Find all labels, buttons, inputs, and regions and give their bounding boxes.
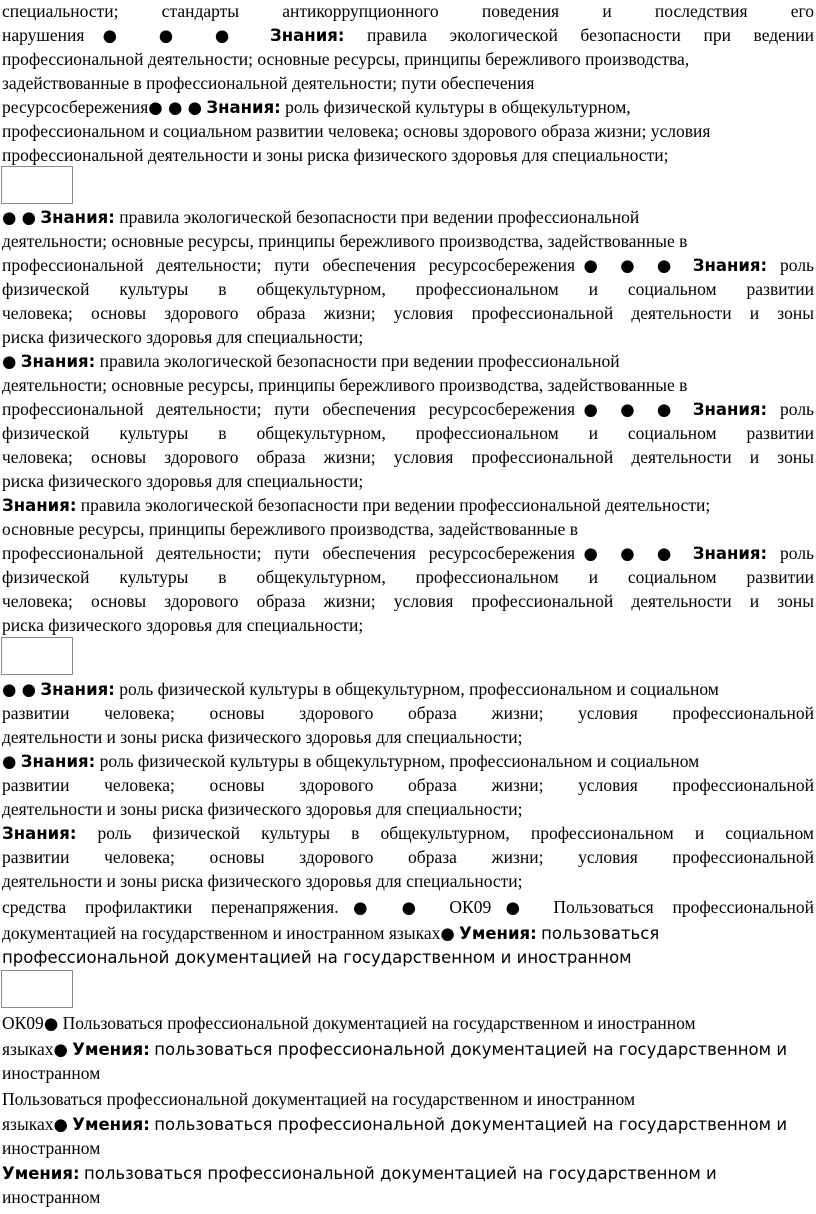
text-line: документацией на государственном и иностранном языках● Умения: пользоваться: [2, 923, 660, 943]
text-line: профессиональной деятельности; пути обеспечения ресурсосбережения● ● ● Знания: роль: [2, 255, 814, 275]
text-line: деятельности и зоны риска физического здоровья для специальности;: [2, 799, 523, 819]
text-line: человека; основы здорового образа жизни; условия профессиональной деятельности и зоны: [2, 447, 814, 467]
text-line: задействованные в профессиональной деятельности; пути обеспечения: [2, 73, 535, 93]
text-line: Знания: роль физической культуры в общекультурном, профессиональном и социальном: [2, 823, 814, 843]
text-line: иностранном: [2, 1063, 101, 1083]
text-line: ● Знания: роль физической культуры в общекультурном, профессиональном и социальном: [2, 751, 700, 771]
text-line: деятельности и зоны риска физического здоровья для специальности;: [2, 871, 523, 891]
text-line: деятельности; основные ресурсы, принципы бережливого производства, задействованные в: [2, 375, 688, 395]
text-line: ОК09● Пользоваться профессиональной документацией на государственном и иностранном: [2, 1013, 696, 1033]
text-line: языках● Умения: пользоваться профессиональной документацией на государственном и: [2, 1114, 788, 1134]
text-line: развитии человека; основы здорового образа жизни; условия профессиональной: [2, 703, 814, 723]
text-line: ● ● Знания: роль физической культуры в общекультурном, профессиональном и социальном: [2, 679, 719, 699]
empty-table-cell: [1, 166, 73, 204]
text-line: ● Знания: правила экологической безопасности при ведении профессиональной: [2, 351, 620, 371]
text-line: Знания: правила экологической безопасности при ведении профессиональной деятельности;: [2, 495, 711, 515]
text-line: специальности; стандарты антикоррупционного поведения и последствия его: [2, 1, 814, 21]
text-line: человека; основы здорового образа жизни; условия профессиональной деятельности и зоны: [2, 303, 814, 323]
text-line: риска физического здоровья для специальности;: [2, 471, 364, 491]
text-line: риска физического здоровья для специальности;: [2, 327, 364, 347]
text-line: ресурсосбережения● ● ● Знания: роль физической культуры в общекультурном,: [2, 97, 631, 117]
text-line: иностранном: [2, 1187, 101, 1207]
text-line: физической культуры в общекультурном, профессиональном и социальном развитии: [2, 567, 814, 587]
text-line: деятельности и зоны риска физического здоровья для специальности;: [2, 727, 523, 747]
text-line: профессиональной деятельности и зоны риска физического здоровья для специальности;: [2, 145, 669, 165]
text-line: основные ресурсы, принципы бережливого производства, задействованные в: [2, 519, 578, 539]
text-line: средства профилактики перенапряжения.● ● ОК09● Пользоваться профессиональной: [2, 897, 814, 917]
text-line: профессиональной деятельности; пути обеспечения ресурсосбережения● ● ● Знания: роль: [2, 399, 814, 419]
text-line: профессиональной документацией на государственном и иностранном: [2, 948, 632, 967]
text-line: профессиональной деятельности; основные ресурсы, принципы бережливого производства,: [2, 49, 690, 69]
text-line: нарушения● ● ● Знания: правила экологической безопасности при ведении: [2, 25, 814, 45]
empty-table-cell: [1, 970, 73, 1008]
text-line: иностранном: [2, 1138, 101, 1158]
text-line: профессиональной деятельности; пути обеспечения ресурсосбережения● ● ● Знания: роль: [2, 543, 814, 563]
text-line: Умения: пользоваться профессиональной документацией на государственном и: [2, 1164, 717, 1183]
text-line: языках● Умения: пользоваться профессиональной документацией на государственном и: [2, 1039, 788, 1059]
text-line: физической культуры в общекультурном, профессиональном и социальном развитии: [2, 423, 814, 443]
empty-table-cell: [1, 637, 73, 675]
text-line: человека; основы здорового образа жизни; условия профессиональной деятельности и зоны: [2, 591, 814, 611]
text-line: деятельности; основные ресурсы, принципы бережливого производства, задействованные в: [2, 231, 688, 251]
text-line: риска физического здоровья для специальности;: [2, 615, 364, 635]
text-line: профессиональном и социальном развитии человека; основы здорового образа жизни; условия: [2, 121, 711, 141]
text-line: развитии человека; основы здорового образа жизни; условия профессиональной: [2, 775, 814, 795]
text-line: Пользоваться профессиональной документацией на государственном и иностранном: [2, 1089, 636, 1109]
text-line: физической культуры в общекультурном, профессиональном и социальном развитии: [2, 279, 814, 299]
text-line: ● ● Знания: правила экологической безопасности при ведении профессиональной: [2, 207, 640, 227]
text-line: развитии человека; основы здорового образа жизни; условия профессиональной: [2, 847, 814, 867]
